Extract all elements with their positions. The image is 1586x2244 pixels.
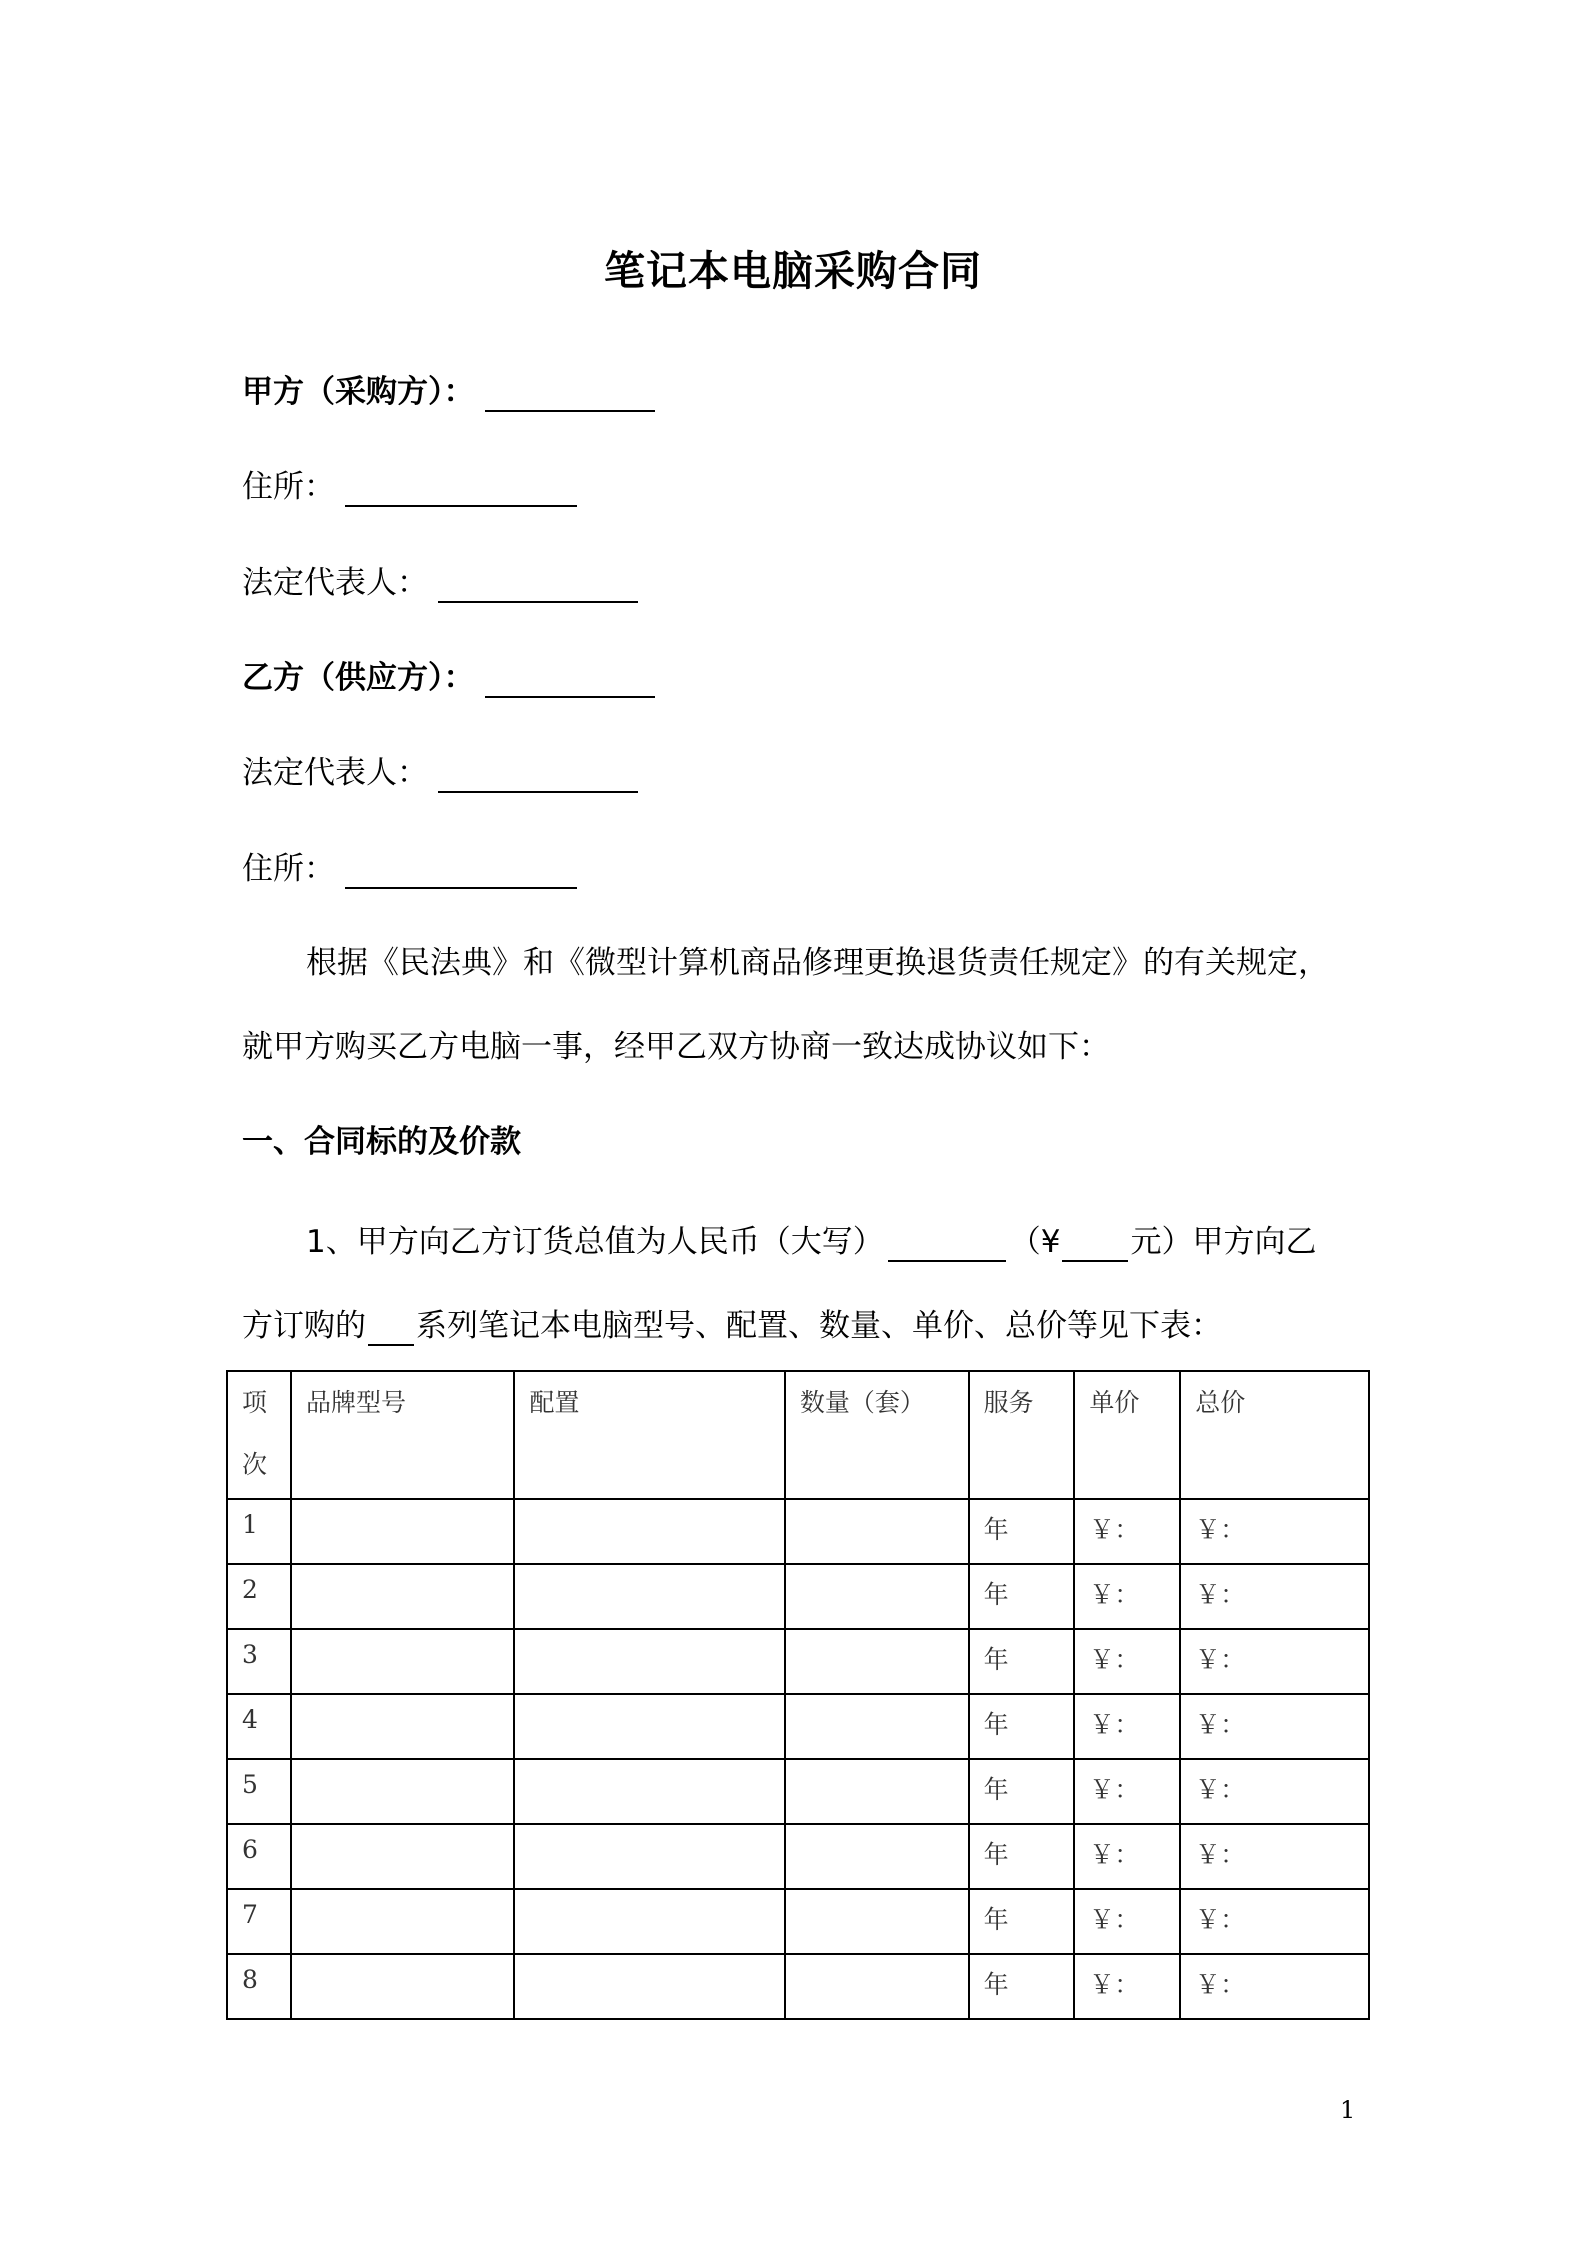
- row-number: 2: [227, 1564, 291, 1629]
- party-b-label: 乙方（供应方）：: [242, 660, 475, 696]
- configuration-cell[interactable]: [514, 1499, 784, 1564]
- page-number: 1: [1340, 2096, 1356, 2124]
- header-configuration: 配置: [514, 1371, 784, 1499]
- table-row: [227, 1694, 1369, 1759]
- preamble-line-1: 根据《民法典》和《微型计算机商品修理更换退货责任规定》的有关规定，: [306, 945, 1329, 981]
- total-price-cell[interactable]: ￥：: [1180, 1694, 1369, 1759]
- row-number: 8: [227, 1954, 291, 2019]
- unit-price-cell[interactable]: ￥：: [1074, 1759, 1180, 1824]
- row-number: 5: [227, 1759, 291, 1824]
- quantity-cell[interactable]: [785, 1694, 969, 1759]
- row-number: 4: [227, 1694, 291, 1759]
- configuration-cell[interactable]: [514, 1759, 784, 1824]
- configuration-cell[interactable]: [514, 1564, 784, 1629]
- service-cell[interactable]: 年: [969, 1564, 1075, 1629]
- party-b-representative-blank[interactable]: [438, 759, 638, 793]
- unit-price-cell[interactable]: ￥：: [1074, 1499, 1180, 1564]
- table-row: [227, 1759, 1369, 1824]
- brand-model-cell[interactable]: [291, 1824, 515, 1889]
- total-price-cell[interactable]: ￥：: [1180, 1759, 1369, 1824]
- unit-price-cell[interactable]: ￥：: [1074, 1629, 1180, 1694]
- table-row: [227, 1629, 1369, 1694]
- party-a-blank[interactable]: [485, 378, 655, 412]
- brand-model-cell[interactable]: [291, 1694, 515, 1759]
- total-amount-words-blank[interactable]: [888, 1228, 1006, 1262]
- configuration-cell[interactable]: [514, 1629, 784, 1694]
- table-row: [227, 1824, 1369, 1889]
- row-number: 1: [227, 1499, 291, 1564]
- clause-1-line2-part-a: 方订购的: [242, 1308, 366, 1344]
- clause-1-line-2: [242, 1306, 1222, 1346]
- configuration-cell[interactable]: [514, 1889, 784, 1954]
- clause-1-line-1: [306, 1222, 1316, 1262]
- table-header-row: [227, 1371, 1369, 1499]
- brand-model-cell[interactable]: [291, 1889, 515, 1954]
- brand-model-cell[interactable]: [291, 1954, 515, 2019]
- service-cell[interactable]: 年: [969, 1954, 1075, 2019]
- clause-1-line2-part-b: 系列笔记本电脑型号、配置、数量、单价、总价等见下表：: [416, 1308, 1222, 1344]
- header-unit-price: 单价: [1074, 1371, 1180, 1499]
- quantity-cell[interactable]: [785, 1564, 969, 1629]
- configuration-cell[interactable]: [514, 1954, 784, 2019]
- header-quantity: 数量（套）: [785, 1371, 969, 1499]
- party-b-field: [242, 658, 655, 698]
- total-price-cell[interactable]: ￥：: [1180, 1889, 1369, 1954]
- series-blank[interactable]: [368, 1312, 414, 1346]
- configuration-cell[interactable]: [514, 1824, 784, 1889]
- brand-model-cell[interactable]: [291, 1564, 515, 1629]
- table-row: [227, 1499, 1369, 1564]
- table-row: [227, 1889, 1369, 1954]
- unit-price-cell[interactable]: ￥：: [1074, 1824, 1180, 1889]
- party-b-blank[interactable]: [485, 664, 655, 698]
- header-brand-model: 品牌型号: [291, 1371, 515, 1499]
- party-a-address-blank[interactable]: [345, 473, 577, 507]
- document-title: 笔记本电脑采购合同: [604, 247, 982, 295]
- header-item-no: [227, 1371, 291, 1499]
- service-cell[interactable]: 年: [969, 1889, 1075, 1954]
- total-price-cell[interactable]: ￥：: [1180, 1629, 1369, 1694]
- party-b-address-label: 住所：: [242, 851, 335, 887]
- brand-model-cell[interactable]: [291, 1499, 515, 1564]
- quantity-cell[interactable]: [785, 1499, 969, 1564]
- unit-price-cell[interactable]: ￥：: [1074, 1694, 1180, 1759]
- party-b-address-blank[interactable]: [345, 855, 577, 889]
- preamble-line-2: 就甲方购买乙方电脑一事，经甲乙双方协商一致达成协议如下：: [242, 1029, 1110, 1065]
- brand-model-cell[interactable]: [291, 1629, 515, 1694]
- party-a-address-field: [242, 467, 577, 507]
- total-price-cell[interactable]: ￥：: [1180, 1824, 1369, 1889]
- total-amount-number-blank[interactable]: [1062, 1228, 1128, 1262]
- unit-price-cell[interactable]: ￥：: [1074, 1954, 1180, 2019]
- total-price-cell[interactable]: ￥：: [1180, 1954, 1369, 2019]
- party-b-representative-label: 法定代表人：: [242, 755, 428, 791]
- order-table: [226, 1370, 1370, 2020]
- clause-1-part-c: 元）甲方向乙: [1130, 1224, 1317, 1260]
- section-1-heading: 一、合同标的及价款: [242, 1124, 521, 1160]
- service-cell[interactable]: 年: [969, 1694, 1075, 1759]
- header-service: 服务: [969, 1371, 1075, 1499]
- service-cell[interactable]: 年: [969, 1759, 1075, 1824]
- configuration-cell[interactable]: [514, 1694, 784, 1759]
- service-cell[interactable]: 年: [969, 1629, 1075, 1694]
- quantity-cell[interactable]: [785, 1824, 969, 1889]
- unit-price-cell[interactable]: ￥：: [1074, 1564, 1180, 1629]
- party-a-representative-label: 法定代表人：: [242, 565, 428, 601]
- service-cell[interactable]: 年: [969, 1824, 1075, 1889]
- header-item-no-label: 项次: [242, 1388, 268, 1479]
- table-row: [227, 1564, 1369, 1629]
- row-number: 7: [227, 1889, 291, 1954]
- service-cell[interactable]: 年: [969, 1499, 1075, 1564]
- unit-price-cell[interactable]: ￥：: [1074, 1889, 1180, 1954]
- party-a-field: [242, 372, 655, 412]
- brand-model-cell[interactable]: [291, 1759, 515, 1824]
- quantity-cell[interactable]: [785, 1629, 969, 1694]
- party-a-representative-blank[interactable]: [438, 569, 638, 603]
- clause-1-part-b: （¥: [1009, 1224, 1061, 1260]
- party-a-address-label: 住所：: [242, 469, 335, 505]
- table-row: [227, 1954, 1369, 2019]
- quantity-cell[interactable]: [785, 1759, 969, 1824]
- quantity-cell[interactable]: [785, 1954, 969, 2019]
- row-number: 3: [227, 1629, 291, 1694]
- total-price-cell[interactable]: ￥：: [1180, 1499, 1369, 1564]
- party-a-representative-field: [242, 563, 638, 603]
- clause-1-part-a: 1、甲方向乙方订货总值为人民币（大写）: [306, 1224, 884, 1260]
- party-b-address-field: [242, 849, 577, 889]
- header-total-price: 总价: [1180, 1371, 1369, 1499]
- total-price-cell[interactable]: ￥：: [1180, 1564, 1369, 1629]
- party-b-representative-field: [242, 753, 638, 793]
- quantity-cell[interactable]: [785, 1889, 969, 1954]
- party-a-label: 甲方（采购方）：: [242, 374, 475, 410]
- row-number: 6: [227, 1824, 291, 1889]
